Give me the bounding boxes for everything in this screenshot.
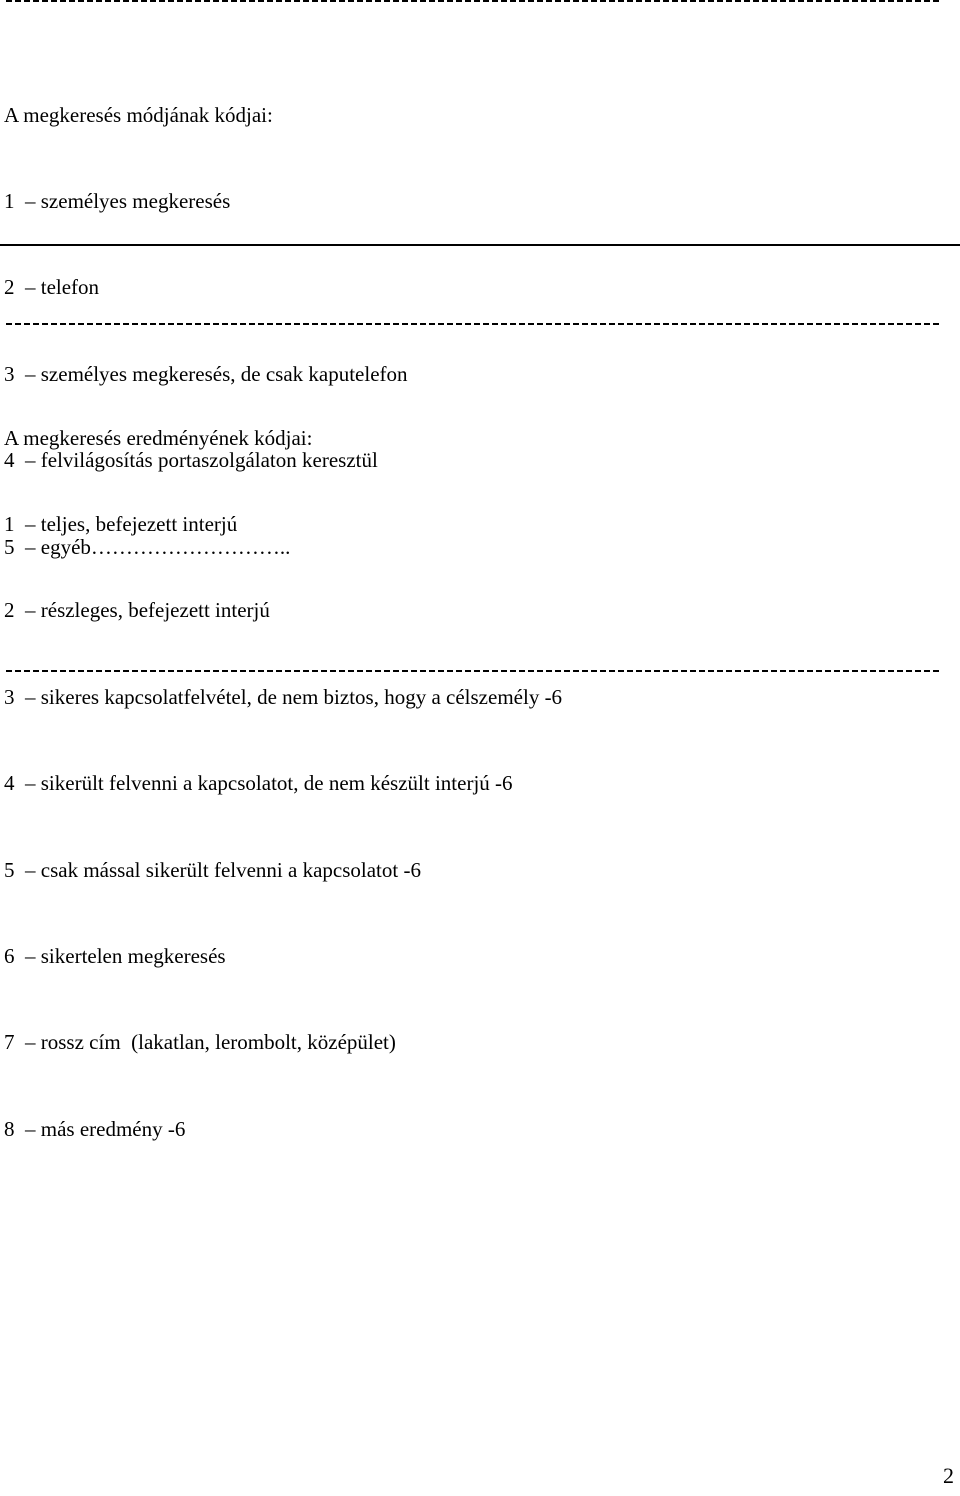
contact-result-item: 1 – teljes, befejezett interjú bbox=[4, 511, 238, 536]
dashed-separator-middle bbox=[6, 323, 942, 325]
page-number: 2 bbox=[943, 1463, 954, 1488]
section-divider bbox=[0, 244, 960, 246]
contact-result-item: 7 – rossz cím (lakatlan, lerombolt, középület) bbox=[4, 1030, 396, 1055]
contact-result-item: 6 – sikertelen megkeresés bbox=[4, 943, 226, 968]
contact-result-heading: A megkeresés eredményének kódjai: bbox=[4, 425, 313, 450]
contact-result-codes bbox=[4, 366, 562, 1172]
contact-mode-item: 4 – felvilágosítás portaszolgálaton keresztül bbox=[4, 448, 378, 473]
contact-mode-item: 5 – egyéb……………………….. bbox=[4, 534, 291, 559]
dashed-separator-top bbox=[6, 0, 942, 2]
contact-mode-item: 1 – személyes megkeresés bbox=[4, 188, 231, 213]
contact-result-item: 8 – más eredmény -6 bbox=[4, 1116, 186, 1141]
contact-result-item: 4 – sikerült felvenni a kapcsolatot, de nem készült interjú -6 bbox=[4, 771, 513, 796]
contact-result-item: 3 – sikeres kapcsolatfelvétel, de nem biztos, hogy a célszemély -6 bbox=[4, 684, 563, 709]
contact-mode-item: 2 – telefon bbox=[4, 275, 100, 300]
contact-mode-item: 3 – személyes megkeresés, de csak kaputelefon bbox=[4, 361, 408, 386]
contact-result-item: 5 – csak mással sikerült felvenni a kapcsolatot -6 bbox=[4, 857, 421, 882]
contact-mode-heading: A megkeresés módjának kódjai: bbox=[4, 102, 273, 127]
dashed-separator-bottom bbox=[6, 670, 942, 672]
contact-result-item: 2 – részleges, befejezett interjú bbox=[4, 598, 270, 623]
